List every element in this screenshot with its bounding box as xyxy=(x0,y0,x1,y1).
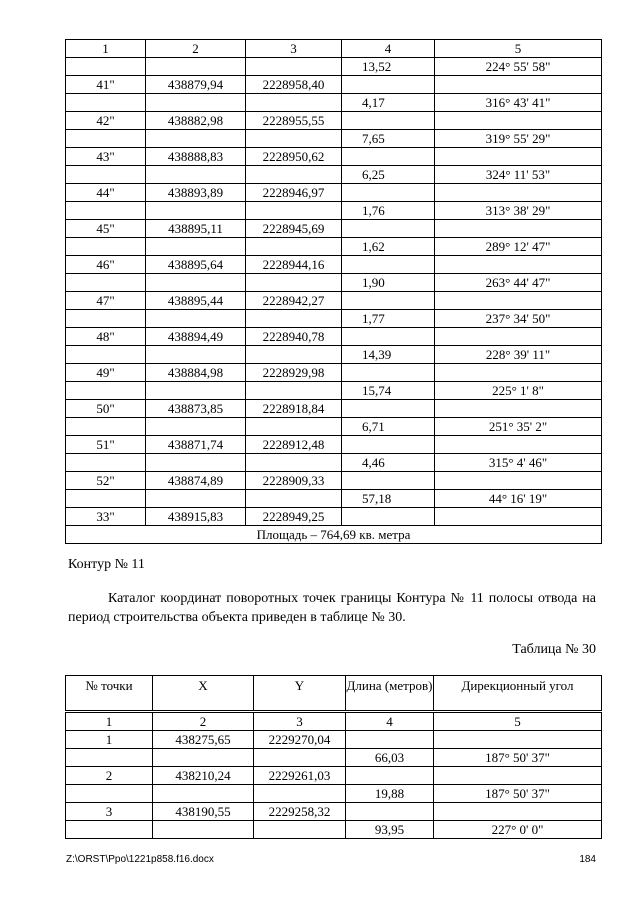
point-number-cell: 42" xyxy=(66,112,146,130)
direction-angle-cell: 251° 35' 2" xyxy=(435,418,602,436)
x-coordinate-cell: 438884,98 xyxy=(146,364,246,382)
segment-row xyxy=(66,238,602,256)
header-x: X xyxy=(153,676,254,712)
length-cell: 1,90 xyxy=(342,274,435,292)
point-number-cell: 49" xyxy=(66,364,146,382)
empty-cell xyxy=(146,274,246,292)
direction-angle-cell: 225° 1' 8" xyxy=(435,382,602,400)
empty-cell xyxy=(246,166,342,184)
catalog-paragraph: Каталог координат поворотных точек границы Контура № 11 полосы отвода на период строительства объекта приведен в таблице № 30. xyxy=(68,591,596,625)
empty-cell xyxy=(66,418,146,436)
empty-cell xyxy=(246,310,342,328)
col-number-cell: 3 xyxy=(254,712,346,731)
point-number-cell: 43" xyxy=(66,148,146,166)
empty-cell xyxy=(254,749,346,767)
empty-cell xyxy=(342,112,435,130)
empty-cell xyxy=(342,508,435,526)
empty-cell xyxy=(146,454,246,472)
empty-cell xyxy=(66,346,146,364)
length-cell: 4,46 xyxy=(342,454,435,472)
segment-row xyxy=(66,166,602,184)
point-number-cell: 44" xyxy=(66,184,146,202)
y-coordinate-cell: 2228929,98 xyxy=(246,364,342,382)
y-coordinate-cell: 2228942,27 xyxy=(246,292,342,310)
empty-cell xyxy=(346,803,434,821)
empty-cell xyxy=(435,112,602,130)
length-cell: 14,39 xyxy=(342,346,435,364)
empty-cell xyxy=(434,803,602,821)
segment-row xyxy=(66,382,602,400)
length-cell: 19,88 xyxy=(346,785,434,803)
empty-cell xyxy=(146,310,246,328)
point-row xyxy=(66,731,602,749)
empty-cell xyxy=(146,346,246,364)
header-direction-angle: Дирекционный угол xyxy=(434,676,602,712)
empty-cell xyxy=(153,749,254,767)
point-number-cell: 45" xyxy=(66,220,146,238)
x-coordinate-cell: 438873,85 xyxy=(146,400,246,418)
empty-cell xyxy=(66,58,146,76)
empty-cell xyxy=(435,436,602,454)
empty-cell xyxy=(342,148,435,166)
empty-cell xyxy=(342,76,435,94)
x-coordinate-cell: 438888,83 xyxy=(146,148,246,166)
segment-row xyxy=(66,94,602,112)
empty-cell xyxy=(153,821,254,839)
empty-cell xyxy=(66,130,146,148)
length-cell: 66,03 xyxy=(346,749,434,767)
empty-cell xyxy=(146,94,246,112)
point-number-cell: 2 xyxy=(66,767,153,785)
empty-cell xyxy=(342,220,435,238)
point-row xyxy=(66,364,602,382)
empty-cell xyxy=(66,94,146,112)
empty-cell xyxy=(435,400,602,418)
length-cell: 6,25 xyxy=(342,166,435,184)
x-coordinate-cell: 438915,83 xyxy=(146,508,246,526)
length-cell: 15,74 xyxy=(342,382,435,400)
empty-cell xyxy=(246,346,342,364)
length-cell: 57,18 xyxy=(342,490,435,508)
empty-cell xyxy=(342,472,435,490)
empty-cell xyxy=(66,785,153,803)
empty-cell xyxy=(146,418,246,436)
footer-page-number: 184 xyxy=(579,854,596,865)
empty-cell xyxy=(246,418,342,436)
point-number-cell: 52" xyxy=(66,472,146,490)
point-number-cell: 1 xyxy=(66,731,153,749)
y-coordinate-cell: 2228945,69 xyxy=(246,220,342,238)
point-number-cell: 48" xyxy=(66,328,146,346)
x-coordinate-cell: 438190,55 xyxy=(153,803,254,821)
x-coordinate-cell: 438895,44 xyxy=(146,292,246,310)
point-row xyxy=(66,767,602,785)
empty-cell xyxy=(146,58,246,76)
direction-angle-cell: 289° 12' 47" xyxy=(435,238,602,256)
point-row xyxy=(66,803,602,821)
empty-cell xyxy=(66,821,153,839)
point-number-cell: 3 xyxy=(66,803,153,821)
length-cell: 4,17 xyxy=(342,94,435,112)
x-coordinate-cell: 438210,24 xyxy=(153,767,254,785)
y-coordinate-cell: 2229258,32 xyxy=(254,803,346,821)
point-number-cell: 51" xyxy=(66,436,146,454)
footer-file-path: Z:\ORST\Ppo\1221p858.f16.docx xyxy=(66,854,214,865)
col-number-cell: 1 xyxy=(66,40,146,58)
header-length: Длина (метров) xyxy=(346,676,434,712)
empty-cell xyxy=(246,58,342,76)
direction-angle-cell: 187° 50' 37" xyxy=(434,785,602,803)
col-number-cell: 5 xyxy=(435,40,602,58)
direction-angle-cell: 319° 55' 29" xyxy=(435,130,602,148)
x-coordinate-cell: 438275,65 xyxy=(153,731,254,749)
y-coordinate-cell: 2228955,55 xyxy=(246,112,342,130)
empty-cell xyxy=(66,202,146,220)
segment-row xyxy=(66,130,602,148)
point-row xyxy=(66,148,602,166)
length-cell: 1,62 xyxy=(342,238,435,256)
direction-angle-cell: 187° 50' 37" xyxy=(434,749,602,767)
col-number-cell: 1 xyxy=(66,712,153,731)
empty-cell xyxy=(146,130,246,148)
point-row xyxy=(66,508,602,526)
header-point-number: № точки xyxy=(66,676,153,712)
segment-row xyxy=(66,274,602,292)
point-row xyxy=(66,472,602,490)
empty-cell xyxy=(246,274,342,292)
col-number-cell: 4 xyxy=(342,40,435,58)
direction-angle-cell: 227° 0' 0" xyxy=(434,821,602,839)
empty-cell xyxy=(153,785,254,803)
col-number-cell: 2 xyxy=(146,40,246,58)
col-number-cell: 3 xyxy=(246,40,342,58)
empty-cell xyxy=(66,238,146,256)
empty-cell xyxy=(435,256,602,274)
point-number-cell: 41" xyxy=(66,76,146,94)
empty-cell xyxy=(146,382,246,400)
empty-cell xyxy=(66,166,146,184)
point-number-cell: 50" xyxy=(66,400,146,418)
direction-angle-cell: 316° 43' 41" xyxy=(435,94,602,112)
empty-cell xyxy=(66,274,146,292)
empty-cell xyxy=(435,508,602,526)
segment-row xyxy=(66,418,602,436)
area-row xyxy=(66,526,602,544)
col-number-cell: 4 xyxy=(346,712,434,731)
length-cell: 6,71 xyxy=(342,418,435,436)
x-coordinate-cell: 438895,11 xyxy=(146,220,246,238)
y-coordinate-cell: 2229261,03 xyxy=(254,767,346,785)
empty-cell xyxy=(146,202,246,220)
empty-cell xyxy=(434,731,602,749)
empty-cell xyxy=(66,454,146,472)
col-number-cell: 5 xyxy=(434,712,602,731)
empty-cell xyxy=(254,821,346,839)
x-coordinate-cell: 438879,94 xyxy=(146,76,246,94)
empty-cell xyxy=(342,436,435,454)
empty-cell xyxy=(435,76,602,94)
direction-angle-cell: 228° 39' 11" xyxy=(435,346,602,364)
coordinates-table-continued xyxy=(65,39,602,544)
empty-cell xyxy=(435,472,602,490)
header-y: Y xyxy=(254,676,346,712)
y-coordinate-cell: 2228946,97 xyxy=(246,184,342,202)
point-number-cell: 46" xyxy=(66,256,146,274)
y-coordinate-cell: 2228950,62 xyxy=(246,148,342,166)
empty-cell xyxy=(435,148,602,166)
direction-angle-cell: 315° 4' 46" xyxy=(435,454,602,472)
length-cell: 1,76 xyxy=(342,202,435,220)
col-number-cell: 2 xyxy=(153,712,254,731)
point-number-cell: 33" xyxy=(66,508,146,526)
contour-title: Контур № 11 xyxy=(68,557,145,572)
table-header-numbers xyxy=(66,712,602,731)
empty-cell xyxy=(246,94,342,112)
empty-cell xyxy=(254,785,346,803)
point-row xyxy=(66,328,602,346)
x-coordinate-cell: 438874,89 xyxy=(146,472,246,490)
length-cell: 13,52 xyxy=(342,58,435,76)
empty-cell xyxy=(146,490,246,508)
empty-cell xyxy=(66,382,146,400)
point-row xyxy=(66,76,602,94)
empty-cell xyxy=(66,749,153,767)
point-row xyxy=(66,292,602,310)
empty-cell xyxy=(346,731,434,749)
table-label: Таблица № 30 xyxy=(512,642,596,657)
empty-cell xyxy=(246,238,342,256)
length-cell: 7,65 xyxy=(342,130,435,148)
y-coordinate-cell: 2228912,48 xyxy=(246,436,342,454)
x-coordinate-cell: 438895,64 xyxy=(146,256,246,274)
empty-cell xyxy=(246,454,342,472)
x-coordinate-cell: 438893,89 xyxy=(146,184,246,202)
empty-cell xyxy=(146,238,246,256)
y-coordinate-cell: 2228944,16 xyxy=(246,256,342,274)
length-cell: 1,77 xyxy=(342,310,435,328)
point-number-cell: 47" xyxy=(66,292,146,310)
empty-cell xyxy=(342,184,435,202)
segment-row xyxy=(66,202,602,220)
empty-cell xyxy=(435,184,602,202)
segment-row xyxy=(66,58,602,76)
empty-cell xyxy=(246,202,342,220)
empty-cell xyxy=(66,310,146,328)
y-coordinate-cell: 2228958,40 xyxy=(246,76,342,94)
empty-cell xyxy=(246,382,342,400)
empty-cell xyxy=(342,328,435,346)
direction-angle-cell: 263° 44' 47" xyxy=(435,274,602,292)
point-row xyxy=(66,220,602,238)
segment-row xyxy=(66,310,602,328)
empty-cell xyxy=(435,292,602,310)
segment-row xyxy=(66,454,602,472)
direction-angle-cell: 44° 16' 19" xyxy=(435,490,602,508)
segment-row xyxy=(66,490,602,508)
empty-cell xyxy=(342,400,435,418)
x-coordinate-cell: 438871,74 xyxy=(146,436,246,454)
x-coordinate-cell: 438882,98 xyxy=(146,112,246,130)
empty-cell xyxy=(342,256,435,274)
empty-cell xyxy=(434,767,602,785)
y-coordinate-cell: 2228909,33 xyxy=(246,472,342,490)
segment-row xyxy=(66,346,602,364)
segment-row xyxy=(66,749,602,767)
empty-cell xyxy=(342,292,435,310)
y-coordinate-cell: 2228918,84 xyxy=(246,400,342,418)
segment-row xyxy=(66,785,602,803)
table-header xyxy=(66,676,602,712)
direction-angle-cell: 313° 38' 29" xyxy=(435,202,602,220)
point-row xyxy=(66,400,602,418)
point-row xyxy=(66,436,602,454)
table-header-numbers xyxy=(66,40,602,58)
segment-row xyxy=(66,821,602,839)
direction-angle-cell: 224° 55' 58" xyxy=(435,58,602,76)
y-coordinate-cell: 2229270,04 xyxy=(254,731,346,749)
y-coordinate-cell: 2228940,78 xyxy=(246,328,342,346)
empty-cell xyxy=(346,767,434,785)
empty-cell xyxy=(435,364,602,382)
point-row xyxy=(66,256,602,274)
direction-angle-cell: 324° 11' 53" xyxy=(435,166,602,184)
x-coordinate-cell: 438894,49 xyxy=(146,328,246,346)
length-cell: 93,95 xyxy=(346,821,434,839)
empty-cell xyxy=(146,166,246,184)
point-row xyxy=(66,184,602,202)
empty-cell xyxy=(246,490,342,508)
y-coordinate-cell: 2228949,25 xyxy=(246,508,342,526)
empty-cell xyxy=(66,490,146,508)
empty-cell xyxy=(435,220,602,238)
direction-angle-cell: 237° 34' 50" xyxy=(435,310,602,328)
point-row xyxy=(66,112,602,130)
empty-cell xyxy=(342,364,435,382)
area-cell: Площадь – 764,69 кв. метра xyxy=(66,526,602,544)
empty-cell xyxy=(246,130,342,148)
empty-cell xyxy=(435,328,602,346)
coordinates-table-30 xyxy=(65,675,602,839)
